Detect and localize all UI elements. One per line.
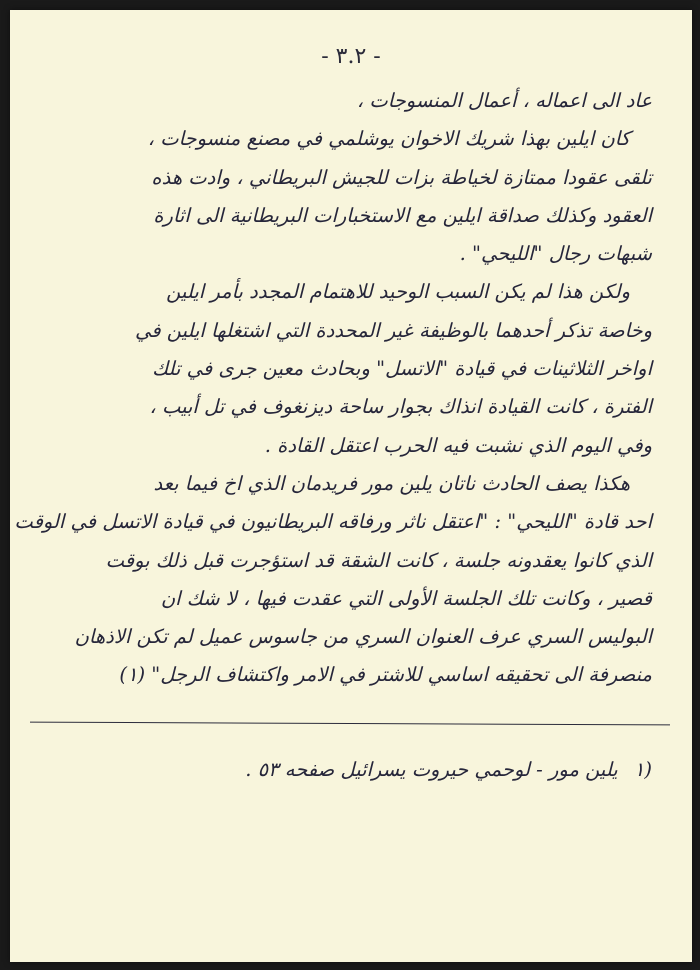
footnote-marker: (١ [633,758,652,781]
text-line: شبهات رجال "الليحي" . [459,242,652,266]
text-line: اواخر الثلاثينات في قيادة "الاتسل" وبحادث معين جرى في تلك [152,357,652,381]
text-line: احد قادة "الليحي" : "اعتقل ناثر ورفاقه البريطانيون في قيادة الاتسل في الوقت [14,510,652,534]
text-line: البوليس السري عرف العنوان السري من جاسوس عميل لم تكن الاذهان [74,625,652,649]
text-line: تلقى عقودا ممتازة لخياطة بزات للجيش البريطاني ، وادت هذه [151,165,652,189]
text-line: وفي اليوم الذي نشبت فيه الحرب اعتقل القادة . [264,433,652,457]
text-line: الذي كانوا يعقدونه جلسة ، كانت الشقة قد استؤجرت قبل ذلك بوقت [105,548,652,572]
text-line: كان ايلين بهذا شريك الاخوان يوشلمي في مصنع منسوجات ، [147,127,630,151]
text-line: وخاصة تذكر أحدهما بالوظيفة غير المحددة التي اشتغلها ايلين في [135,318,652,342]
text-line: منصرفة الى تحقيقه اساسي للاشتر في الامر واكتشاف الرجل" (١) [119,663,652,687]
text-line: هكذا يصف الحادث ناتان يلين مور فريدمان الذي اخ فيما بعد [153,471,630,495]
text-line: ولكن هذا لم يكن السبب الوحيد للاهتمام المجدد بأمر ايلين [166,280,630,304]
text-line: عاد الى اعماله ، أعمال المنسوجات ، [356,89,652,112]
footnote-text: يلين مور - لوحمي حيروت يسرائيل صفحه ٥٣ . [245,758,618,781]
handwritten-body [14,82,652,695]
footnote-divider [30,722,670,726]
footnote [58,758,652,781]
text-line: العقود وكذلك صداقة ايلين مع الاستخبارات البريطانية الى اثارة [153,203,652,227]
page-number: - ٣.٢ - [321,44,381,69]
manuscript-page [10,10,692,962]
text-line: الفترة ، كانت القيادة انذاك بجوار ساحة ديزنغوف في تل أبيب ، [149,395,652,419]
text-line: قصير ، وكانت تلك الجلسة الأولى التي عقدت فيها ، لا شك ان [160,586,652,610]
